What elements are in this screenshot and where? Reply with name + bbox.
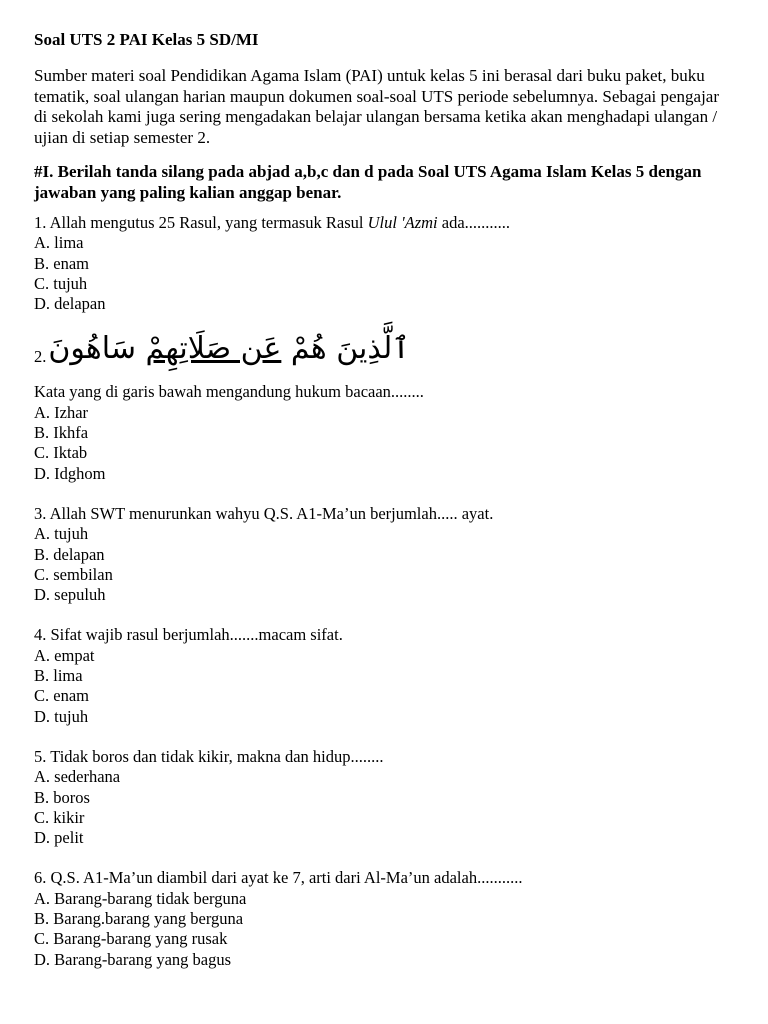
question-1-option-b: B. enam [34,253,89,273]
arabic-verse-underlined: عَن صَلَاتِهِمْ [145,330,282,366]
question-2-number: 2. [34,347,47,367]
question-4-option-a: A. empat [34,645,95,665]
question-1-italic-term: Ulul 'Azmi [367,213,438,232]
section-instruction: #I. Berilah tanda silang pada abjad a,b,c dan d pada Soal UTS Agama Islam Kelas 5 dengan jawaban yang paling kalian anggap benar. [34,162,702,202]
question-3-option-d: D. sepuluh [34,585,106,605]
question-3-option-a: A. tujuh [34,524,89,544]
question-5-option-c: C. kikir [34,807,85,827]
question-3-option-c: C. sembilan [34,564,113,584]
question-3-text: 3. Allah SWT menurunkan wahyu Q.S. A1-Ma’un berjumlah..... ayat. [34,503,494,523]
spacer [34,605,734,625]
intro-paragraph: Sumber materi soal Pendidikan Agama Islam (PAI) untuk kelas 5 ini berasal dari buku paket, buku tematik, soal ulangan harian maupun dokumen soal-soal UTS periode sebelumnya. Sebagai pengajar di sekolah kami juga sering mengadakan belajar ulangan bersama ketika akan menghadapi ulangan / ujian di setiap semester 2. [34,66,719,147]
spacer [34,484,734,504]
question-3 [34,504,734,605]
question-4-option-c: C. enam [34,686,89,706]
spacer [34,848,734,868]
question-4 [34,625,734,726]
question-5-option-a: A. sederhana [34,767,121,787]
document-page [34,30,734,970]
spacer [34,727,734,747]
question-6-option-c: C. Barang-barang yang rusak [34,929,228,949]
question-4-option-b: B. lima [34,666,83,686]
question-2 [34,320,734,483]
question-6-option-a: A. Barang-barang tidak berguna [34,888,247,908]
question-5 [34,747,734,848]
question-2-option-b: B. Ikhfa [34,423,89,443]
question-1-option-a: A. lima [34,233,84,253]
question-5-text: 5. Tidak boros dan tidak kikir, makna dan hidup........ [34,746,384,766]
arabic-verse-end: سَاهُونَ [48,330,146,366]
question-4-text: 4. Sifat wajib rasul berjumlah.......macam sifat. [34,625,343,645]
question-2-text: Kata yang di garis bawah mengandung hukum bacaan........ [34,382,424,402]
question-4-option-d: D. tujuh [34,706,89,726]
question-2-arabic-verse [34,320,734,376]
question-1-option-d: D. delapan [34,294,106,314]
arabic-verse-start: ٱلَّذِينَ هُمْ [281,330,410,366]
question-1-option-c: C. tujuh [34,273,88,293]
question-6-text: 6. Q.S. A1-Ma’un diambil dari ayat ke 7, arti dari Al-Ma’un adalah........... [34,868,523,888]
question-2-option-d: D. Idghom [34,463,106,483]
question-6 [34,868,734,969]
question-1 [34,213,734,314]
question-3-option-b: B. delapan [34,544,105,564]
question-2-option-c: C. Iktab [34,443,88,463]
question-1-text [34,213,734,233]
arabic-verse-text [48,331,409,366]
question-1-text-start: 1. Allah mengutus 25 Rasul, yang termasuk Rasul [34,213,368,232]
question-5-option-d: D. pelit [34,828,84,848]
question-6-option-d: D. Barang-barang yang bagus [34,949,232,969]
document-title: Soal UTS 2 PAI Kelas 5 SD/MI [34,30,259,49]
question-6-option-b: B. Barang.barang yang berguna [34,909,244,929]
question-2-option-a: A. Izhar [34,402,89,422]
question-5-option-b: B. boros [34,787,90,807]
question-1-text-end: ada........... [437,213,511,232]
